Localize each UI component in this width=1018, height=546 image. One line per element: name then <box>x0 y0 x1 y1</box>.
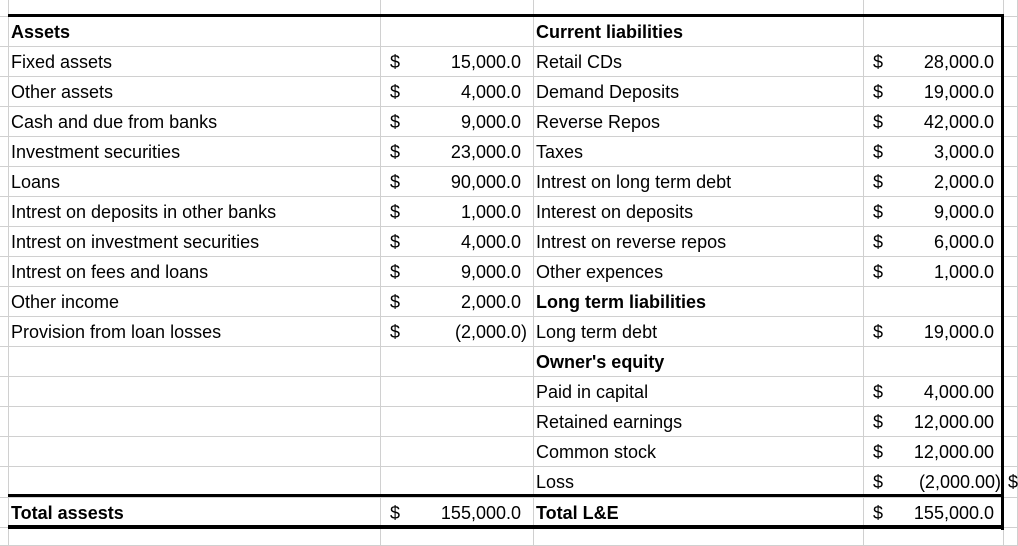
long-term-liabilities-header[interactable]: Long term liabilities <box>536 292 707 312</box>
liability-label[interactable]: Retail CDs <box>536 52 623 72</box>
liability-amount[interactable]: 6,000.0 <box>933 232 994 252</box>
currency-symbol: $ <box>390 52 401 72</box>
total-le-label[interactable]: Total L&E <box>536 503 619 523</box>
currency-symbol: $ <box>873 142 884 162</box>
asset-label[interactable]: Investment securities <box>11 142 181 162</box>
total-le-amount[interactable]: 155,000.0 <box>913 503 994 523</box>
liability-label[interactable]: Intrest on long term debt <box>536 172 732 192</box>
currency-symbol: $ <box>873 442 884 462</box>
asset-amount[interactable]: 4,000.0 <box>460 82 521 102</box>
asset-amount[interactable]: 15,000.0 <box>450 52 521 72</box>
equity-amount[interactable]: (2,000.00) <box>918 472 1001 492</box>
asset-amount[interactable]: 90,000.0 <box>450 172 521 192</box>
asset-amount[interactable]: 4,000.0 <box>460 232 521 252</box>
liability-label[interactable]: Other expences <box>536 262 664 282</box>
right-border <box>1001 14 1004 530</box>
currency-symbol: $ <box>873 202 884 222</box>
asset-amount[interactable]: 9,000.0 <box>460 112 521 132</box>
currency-symbol: $ <box>390 292 401 312</box>
equity-amount[interactable]: 12,000.00 <box>913 412 994 432</box>
currency-symbol: $ <box>873 382 884 402</box>
currency-symbol: $ <box>873 412 884 432</box>
currency-symbol: $ <box>873 472 884 492</box>
liability-amount[interactable]: 3,000.0 <box>933 142 994 162</box>
liability-amount[interactable]: 42,000.0 <box>923 112 994 132</box>
asset-amount[interactable]: 2,000.0 <box>460 292 521 312</box>
total-assets-amount[interactable]: 155,000.0 <box>440 503 521 523</box>
liability-amount[interactable]: 19,000.0 <box>923 322 994 342</box>
asset-label[interactable]: Intrest on fees and loans <box>11 262 209 282</box>
currency-symbol: $ <box>873 262 884 282</box>
liability-amount[interactable]: 19,000.0 <box>923 82 994 102</box>
bottom-border <box>8 525 1004 529</box>
grid-column-line <box>8 0 9 546</box>
currency-symbol: $ <box>390 202 401 222</box>
equity-amount[interactable]: 4,000.00 <box>923 382 994 402</box>
asset-amount[interactable]: 23,000.0 <box>450 142 521 162</box>
owners-equity-header[interactable]: Owner's equity <box>536 352 665 372</box>
total-assets-label[interactable]: Total assests <box>11 503 124 523</box>
liability-label[interactable]: Intrest on reverse repos <box>536 232 727 252</box>
total-row-top-border <box>8 494 1003 497</box>
liability-label[interactable]: Reverse Repos <box>536 112 661 132</box>
overflow-currency-symbol: $ <box>1008 472 1018 492</box>
currency-symbol: $ <box>390 112 401 132</box>
currency-symbol: $ <box>873 112 884 132</box>
liability-label[interactable]: Demand Deposits <box>536 82 680 102</box>
assets-header[interactable]: Assets <box>11 22 71 42</box>
currency-symbol: $ <box>390 172 401 192</box>
asset-label[interactable]: Cash and due from banks <box>11 112 218 132</box>
liability-amount[interactable]: 2,000.0 <box>933 172 994 192</box>
liability-label[interactable]: Interest on deposits <box>536 202 694 222</box>
liability-amount[interactable]: 1,000.0 <box>933 262 994 282</box>
asset-label[interactable]: Loans <box>11 172 61 192</box>
equity-label[interactable]: Retained earnings <box>536 412 683 432</box>
equity-label[interactable]: Paid in capital <box>536 382 649 402</box>
asset-label[interactable]: Other income <box>11 292 120 312</box>
currency-symbol: $ <box>390 232 401 252</box>
asset-amount[interactable]: 9,000.0 <box>460 262 521 282</box>
currency-symbol: $ <box>390 322 401 342</box>
top-border <box>8 14 1003 17</box>
asset-label[interactable]: Intrest on investment securities <box>11 232 260 252</box>
equity-amount[interactable]: 12,000.00 <box>913 442 994 462</box>
asset-label[interactable]: Other assets <box>11 82 114 102</box>
currency-symbol: $ <box>390 82 401 102</box>
currency-symbol: $ <box>390 503 401 523</box>
current-liabilities-header[interactable]: Current liabilities <box>536 22 684 42</box>
liability-label[interactable]: Taxes <box>536 142 584 162</box>
liability-label[interactable]: Long term debt <box>536 322 658 342</box>
liability-amount[interactable]: 28,000.0 <box>923 52 994 72</box>
asset-amount[interactable]: (2,000.0) <box>454 322 527 342</box>
currency-symbol: $ <box>390 262 401 282</box>
currency-symbol: $ <box>873 322 884 342</box>
currency-symbol: $ <box>873 232 884 252</box>
asset-label[interactable]: Provision from loan losses <box>11 322 222 342</box>
currency-symbol: $ <box>873 172 884 192</box>
liability-amount[interactable]: 9,000.0 <box>933 202 994 222</box>
asset-label[interactable]: Intrest on deposits in other banks <box>11 202 277 222</box>
currency-symbol: $ <box>873 82 884 102</box>
grid-column-line <box>533 0 534 546</box>
asset-amount[interactable]: 1,000.0 <box>460 202 521 222</box>
currency-symbol: $ <box>873 503 884 523</box>
currency-symbol: $ <box>390 142 401 162</box>
equity-label[interactable]: Common stock <box>536 442 657 462</box>
currency-symbol: $ <box>873 52 884 72</box>
equity-label[interactable]: Loss <box>536 472 575 492</box>
asset-label[interactable]: Fixed assets <box>11 52 113 72</box>
